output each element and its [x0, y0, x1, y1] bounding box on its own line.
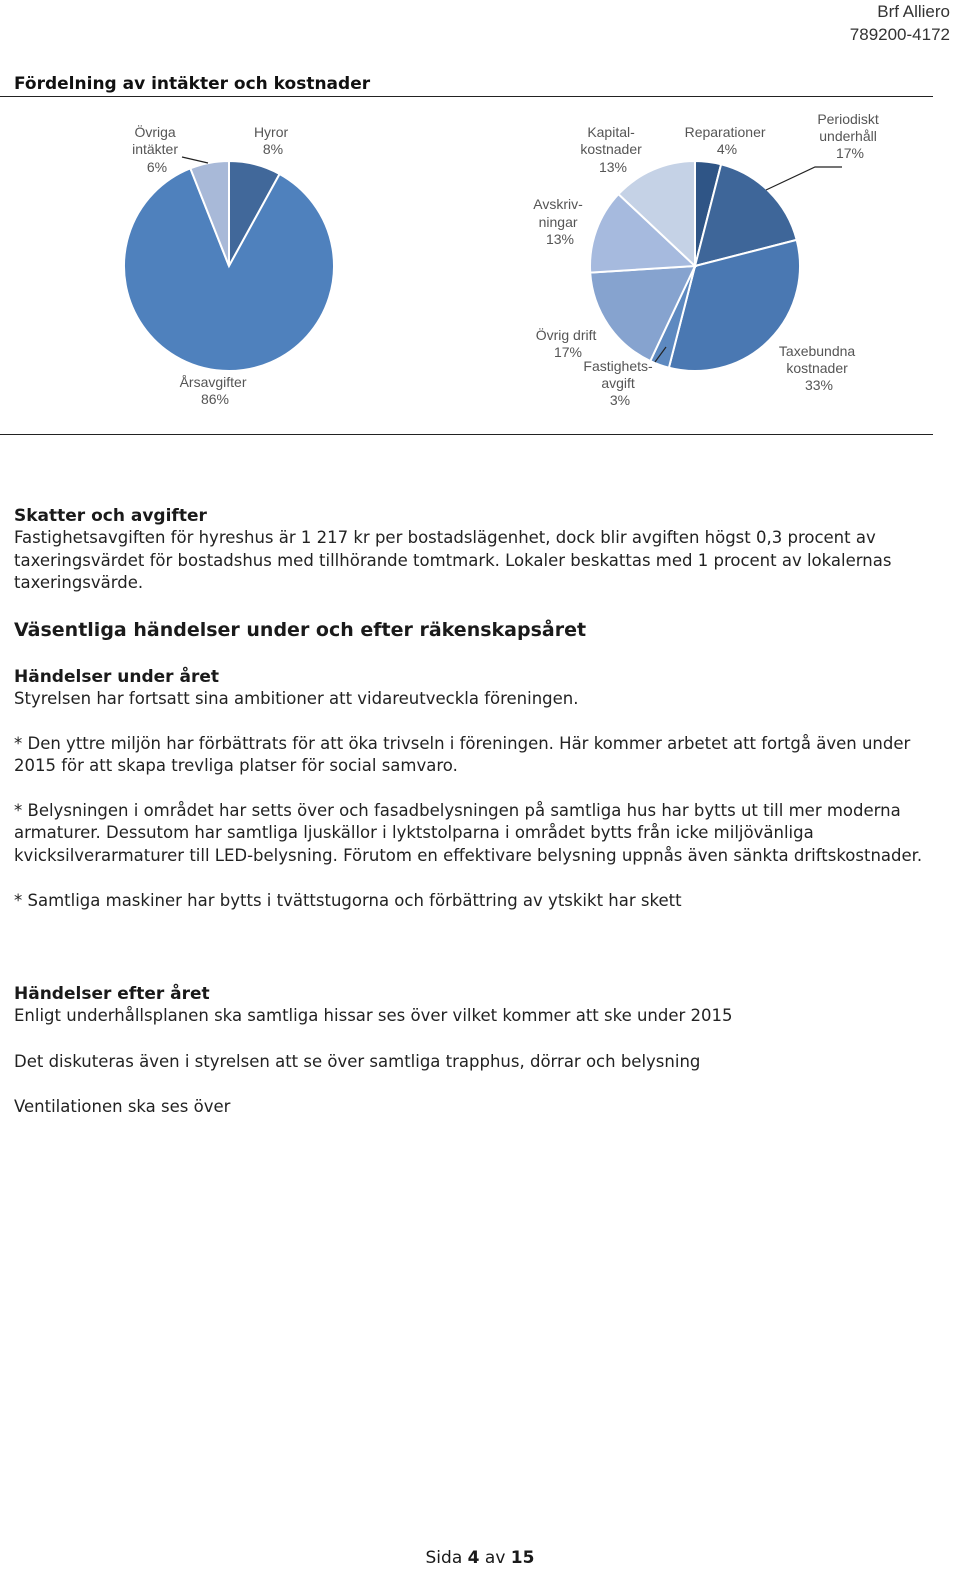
skatter-heading: Skatter och avgifter: [14, 506, 207, 526]
skatter-text: Fastighetsavgiften för hyreshus är 1 217 kr per bostadslägenhet, dock blir avgiften högst 0,3 procent av taxeringsvärdet för bostadshus med tillhörande tomtmark. Lokaler beskattas med 1 procent av lokalernas taxeringsvärde.: [14, 528, 892, 592]
income-pie-chart: [124, 161, 334, 371]
title-rule: [0, 96, 933, 97]
during-intro: Styrelsen har fortsatt sina ambitioner att vidareutveckla föreningen.: [14, 689, 579, 708]
during-heading: Händelser under året: [14, 667, 219, 687]
label-taxebundna-kostnader: Taxebundna kostnader 33%: [778, 343, 856, 393]
during-year-section: [14, 666, 944, 913]
leader-line-periodiskt: [766, 167, 842, 190]
label-fastighetsavgift: Fastighets- avgift 3%: [583, 358, 653, 408]
during-item-2: * Belysningen i området har setts över och fasadbelysningen på samtliga hus har bytts ut till mer moderna armaturer. Dessutom har samtliga ljuskällor i lyktstolparna i området bytts från icke miljövänliga kvicksilverarmaturer till LED-belysning. Förutom en effektivare belysning uppnås även sänkta driftskostnader.: [14, 800, 923, 865]
label-kapitalkostnader: Kapital- kostnader 13%: [580, 124, 642, 175]
label-ovrig-drift: Övrig drift 17%: [535, 327, 597, 360]
after-year-section: [14, 983, 944, 1119]
cost-pie-chart: [590, 161, 800, 371]
chart-bottom-rule: [0, 434, 933, 435]
section-title: Fördelning av intäkter och kostnader: [14, 74, 371, 94]
label-ovriga-intakter: Övriga intäkter 6%: [132, 124, 179, 175]
after-heading: Händelser efter året: [14, 984, 210, 1004]
events-heading: Väsentliga händelser under och efter räkenskapsåret: [14, 619, 587, 641]
label-avskrivningar: Avskriv- ningar 13%: [533, 196, 583, 247]
label-periodiskt-underhall: Periodiskt underhåll 17%: [817, 111, 879, 161]
skatter-section: [14, 505, 944, 595]
org-name: Brf Alliero: [877, 2, 950, 21]
after-item-1: Enligt underhållsplanen ska samtliga hissar ses över vilket kommer att ske under 2015: [14, 1006, 733, 1025]
pie-charts: [0, 100, 960, 430]
during-item-3: * Samtliga maskiner har bytts i tvättstugorna och förbättring av ytskikt har skett: [14, 891, 682, 910]
label-arsavgifter: Årsavgifter 86%: [179, 374, 247, 407]
org-number: 789200-4172: [849, 25, 950, 44]
label-hyror: Hyror 8%: [253, 124, 289, 157]
events-section: [14, 618, 944, 642]
page-number: Sida 4 av 15: [425, 1548, 535, 1568]
during-item-1: * Den yttre miljön har förbättrats för att öka trivseln i föreningen. Här kommer arbetet att fortgå även under 2015 för att skapa trevliga platser för social samvaro.: [14, 733, 911, 775]
after-item-3: Ventilationen ska ses över: [14, 1097, 231, 1116]
label-reparationer: Reparationer 4%: [684, 124, 766, 157]
document-header: [850, 0, 950, 46]
after-item-2: Det diskuteras även i styrelsen att se över samtliga trapphus, dörrar och belysning: [14, 1051, 701, 1071]
leader-line-ovriga: [182, 157, 208, 163]
